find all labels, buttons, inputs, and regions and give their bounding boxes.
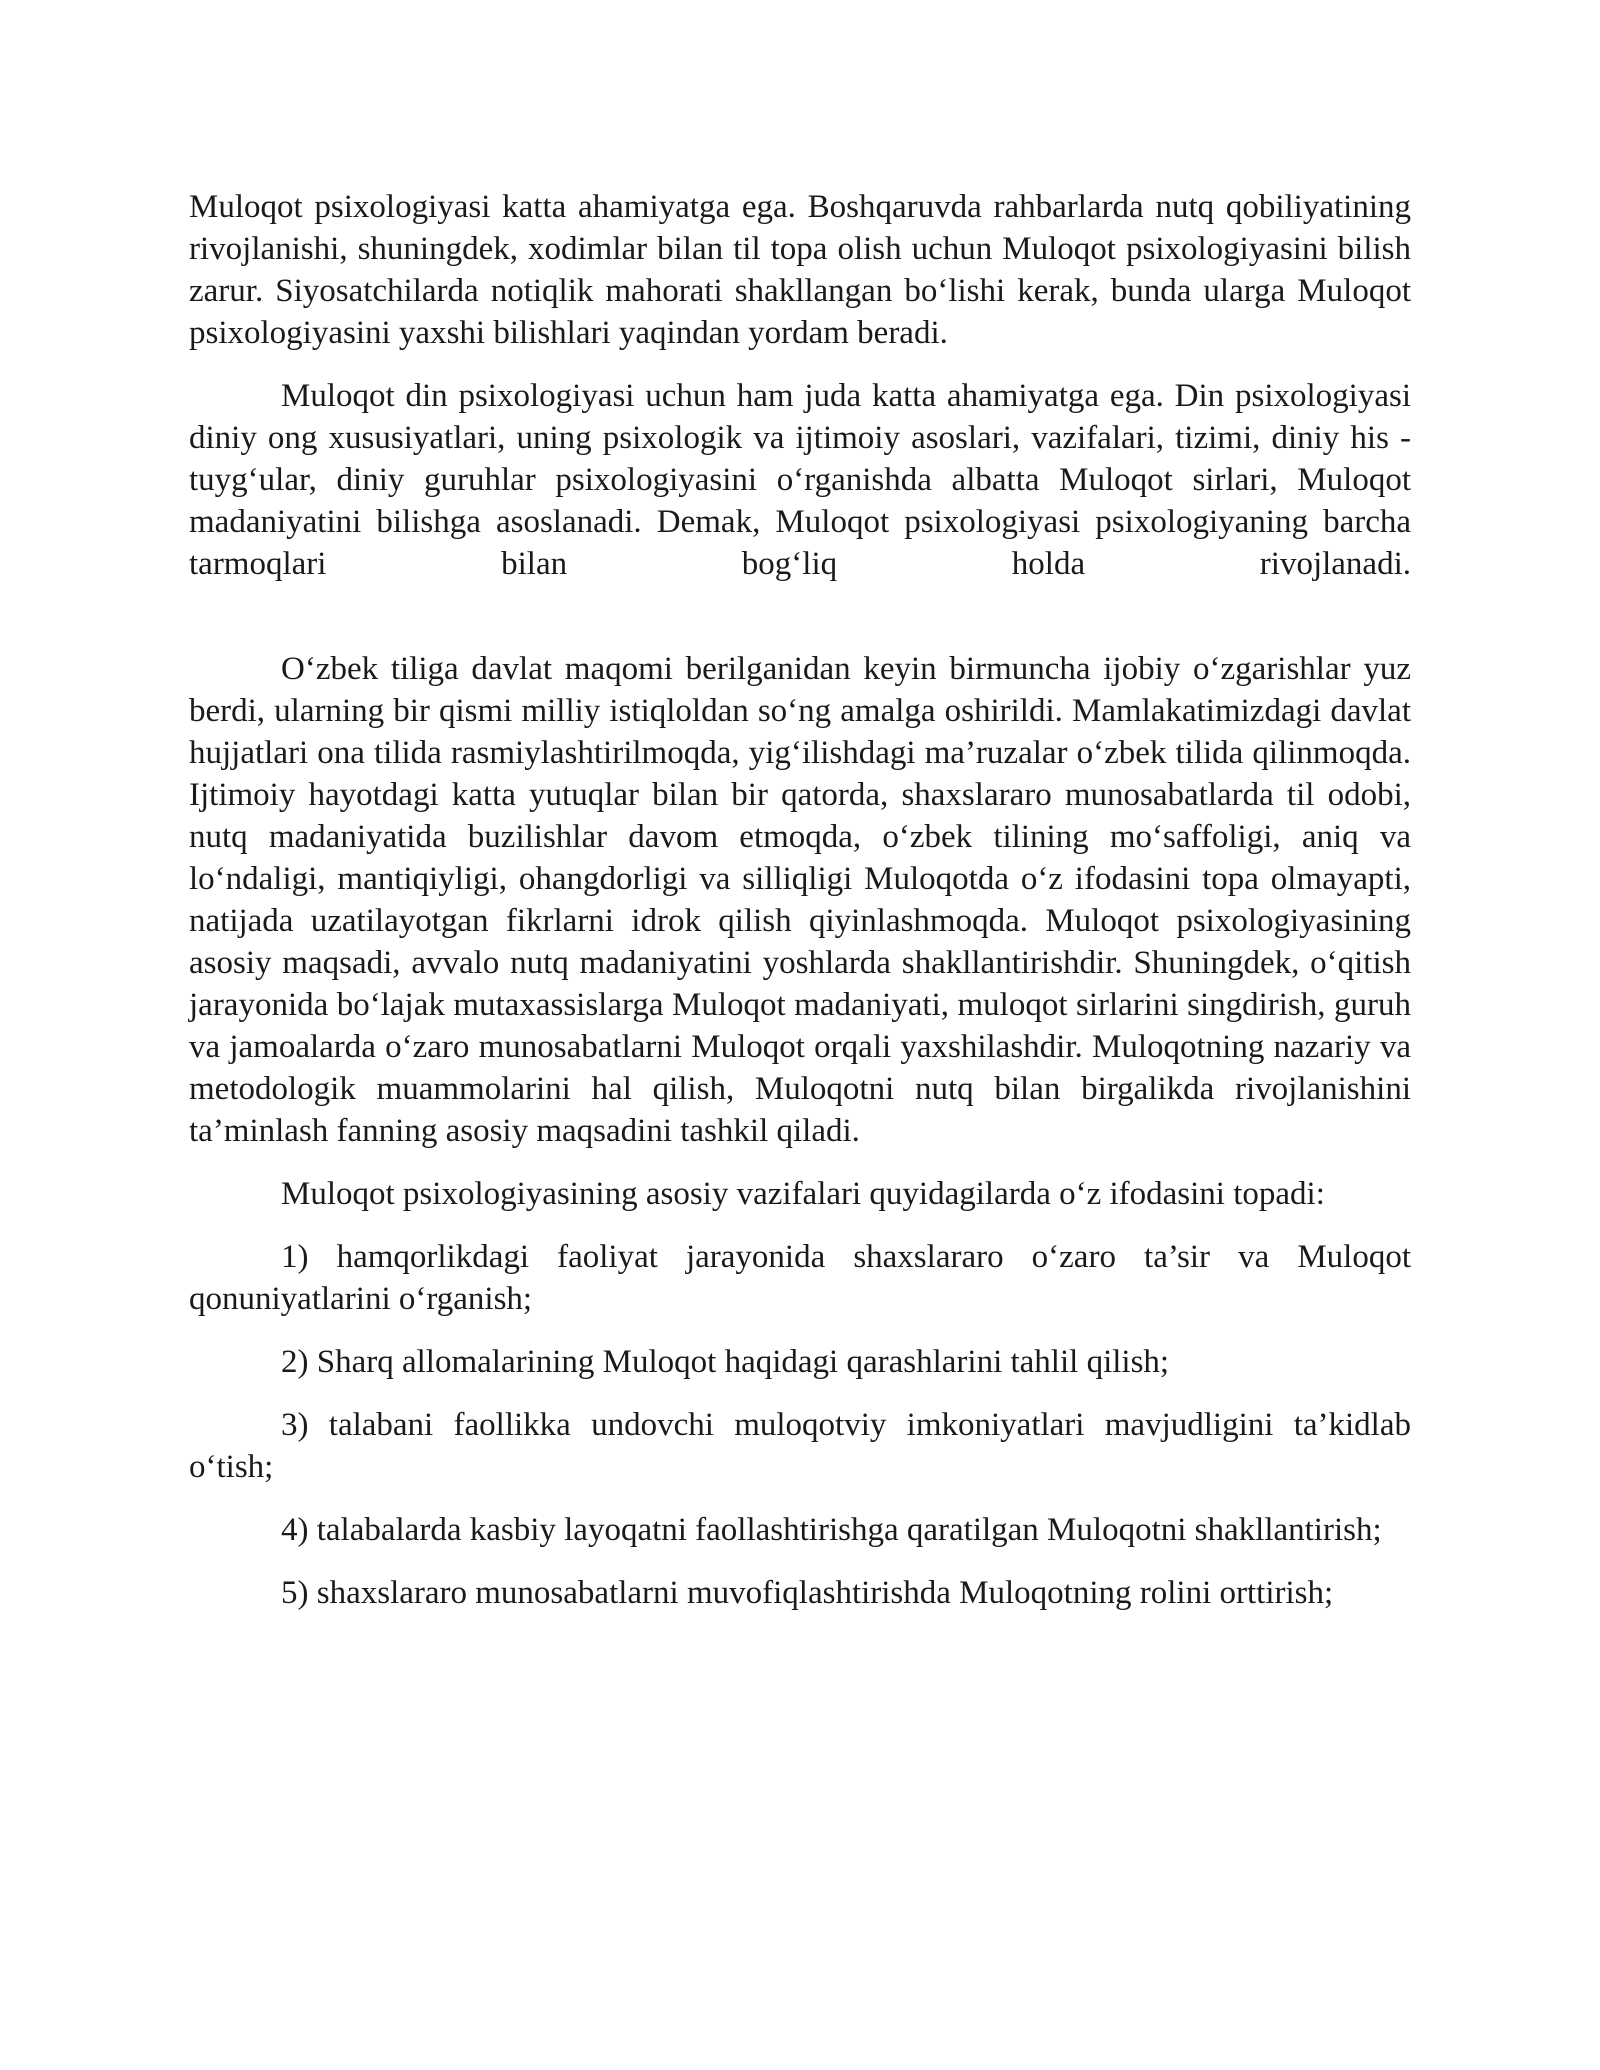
paragraph-uzbek-language: O‘zbek tiliga davlat maqomi berilganidan keyin birmuncha ijobiy o‘zgarishlar yuz berdi, ularning bir qismi milliy istiqloldan so‘ng amalga oshirildi. Mamlakatimizdagi davlat hujjatlari ona tilida rasmiylashtirilmoqda, yig‘ilishdagi ma’ruzalar o‘zbek tilida qilinmoqda. Ijtimoiy hayotdagi katta yutuqlar bilan bir qatorda, shaxslararo munosabatlarda til odobi, nutq madaniyatida buzilishlar davom etmoqda, o‘zbek tilining mo‘saffoligi, aniq va lo‘ndaligi, mantiqiyligi, ohangdorligi va silliqligi Muloqotda o‘z ifodasini topa olmayapti, natijada uzatilayotgan fikrlarni idrok qilish qiyinlashmoqda. Muloqot psixologiyasining asosiy maqsadi, avvalo nutq madaniyatini yoshlarda shakllantirishdir. Shuningdek, o‘qitish jarayonida bo‘lajak mutaxassislarga Muloqot madaniyati, muloqot sirlarini singdirish, guruh va jamoalarda o‘zaro munosabatlarni Muloqot orqali yaxshilashdir. Muloqotning nazariy va metodologik muammolarini hal qilish, Muloqotni nutq bilan birgalikda rivojlanishini ta’minlash fanning asosiy maqsadini tashkil qiladi. xyxy=(189,651,1411,1149)
paragraph-religion-psychology: Muloqot din psixologiyasi uchun ham juda katta ahamiyatga ega. Din psixologiyasi diniy ong xususiyatlari, uning psixologik va ijtimoiy asoslari, vazifalari, tizimi, diniy his - tuyg‘ular, diniy guruhlar psixologiyasini o‘rganishda albatta Muloqot sirlari, Muloqot madaniyatini bilishga asoslanadi. Demak, Muloqot psixologiyasi psixologiyaning barcha tarmoqlari bilan bog‘liq holda rivojlanadi. xyxy=(189,378,1411,582)
list-item-4: 4) talabalarda kasbiy layoqatni faollashtirishga qaratilgan Muloqotni shakllantirish; xyxy=(281,1512,1382,1548)
paragraph-tasks-intro: Muloqot psixologiyasining asosiy vazifalari quyidagilarda o‘z ifodasini topadi: xyxy=(281,1176,1325,1212)
list-item-1: 1) hamqorlikdagi faoliyat jarayonida shaxslararo o‘zaro ta’sir va Muloqot qonuniyatlarini o‘rganish; xyxy=(189,1239,1411,1317)
document-page xyxy=(189,186,1411,1635)
list-item-3: 3) talabani faollikka undovchi muloqotviy imkoniyatlari mavjudligini ta’kidlab o‘tish; xyxy=(189,1407,1411,1485)
paragraph-intro: Muloqot psixologiyasi katta ahamiyatga ega. Boshqaruvda rahbarlarda nutq qobiliyatining rivojlanishi, shuningdek, xodimlar bilan til topa olish uchun Muloqot psixologiyasini bilish zarur. Siyosatchilarda notiqlik mahorati shakllangan bo‘lishi kerak, bunda ularga Muloqot psixologiyasini yaxshi bilishlari yaqindan yordam beradi. xyxy=(189,189,1411,351)
list-item-2: 2) Sharq allomalarining Muloqot haqidagi qarashlarini tahlil qilish; xyxy=(281,1344,1170,1380)
list-item-5: 5) shaxslararo munosabatlarni muvofiqlashtirishda Muloqotning rolini orttirish; xyxy=(281,1575,1334,1611)
